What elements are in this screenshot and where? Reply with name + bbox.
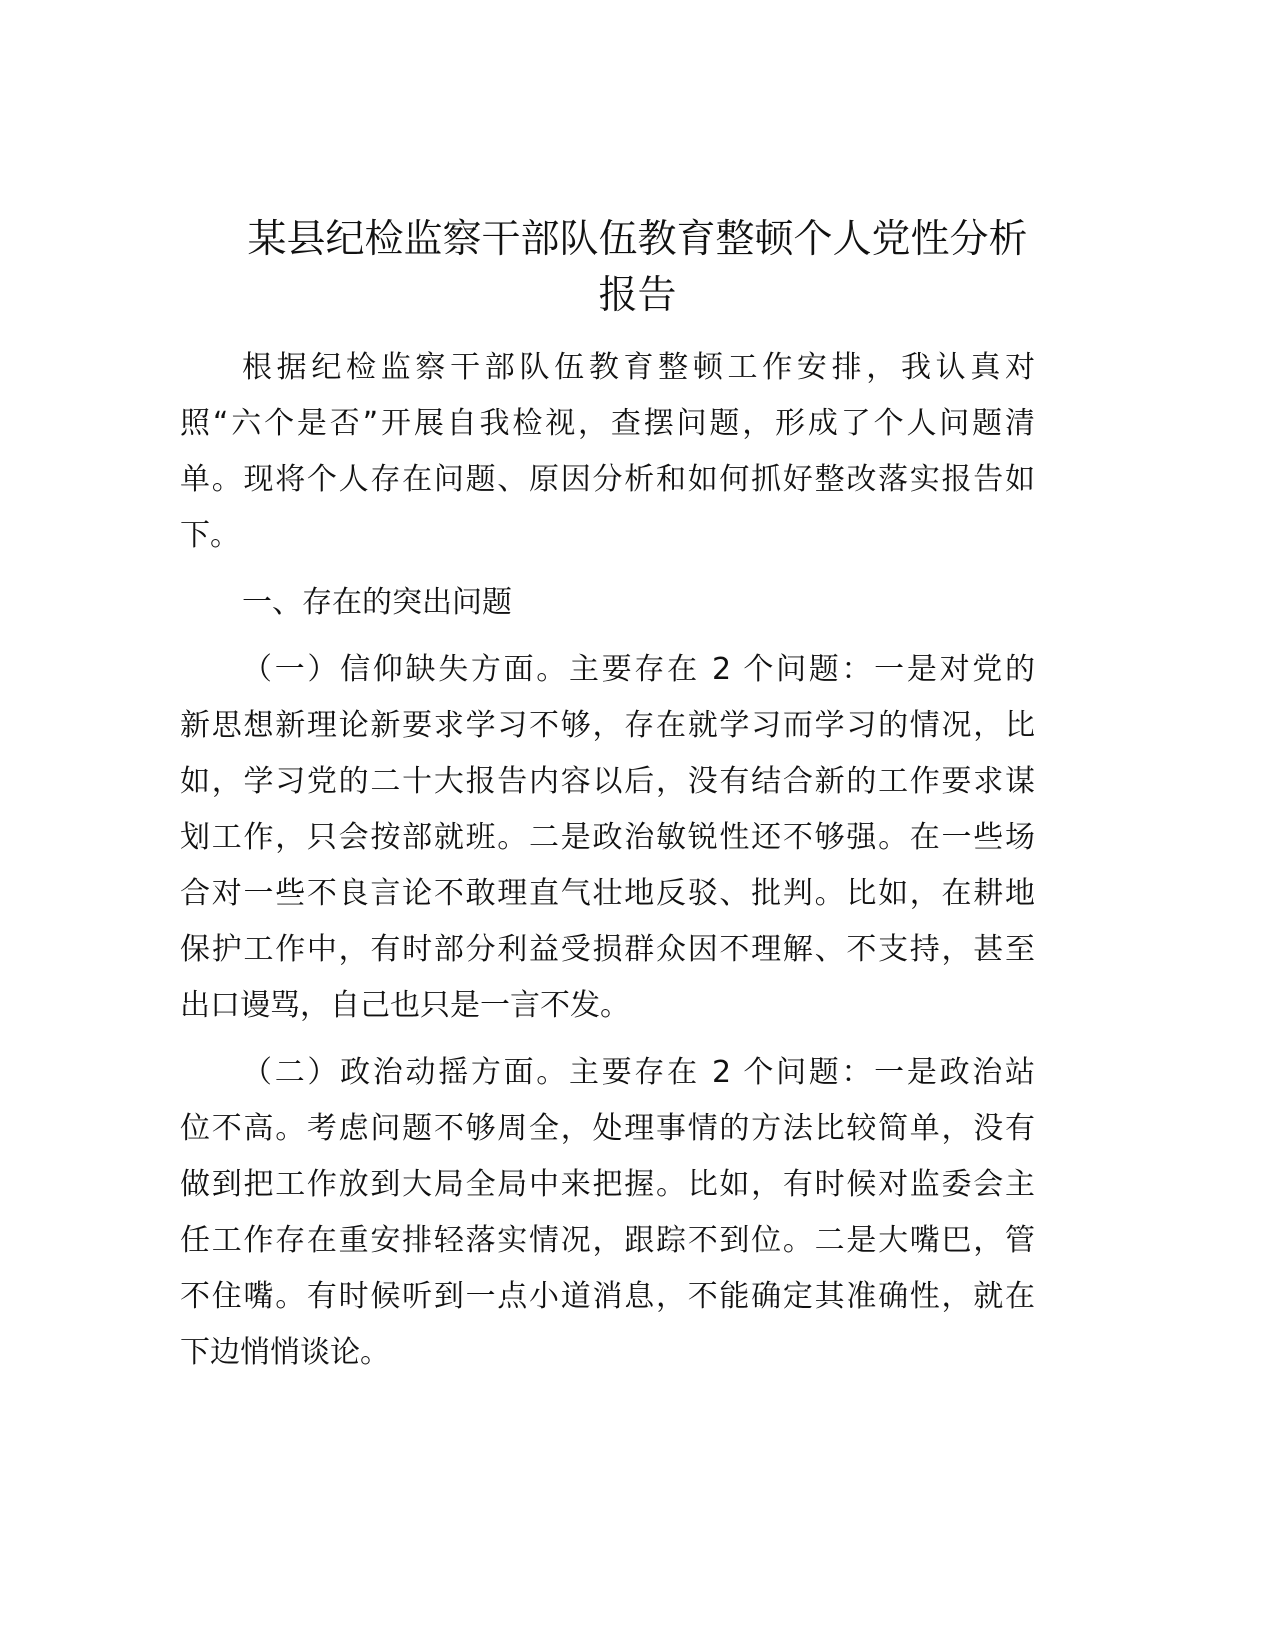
- paragraph: [180, 1045, 1035, 1381]
- text-line: 做到把工作放到大局全局中来把握。比如，有时候对监委会主: [180, 1167, 1035, 1202]
- text-line: 一、存在的突出问题: [242, 585, 512, 620]
- text-line: 不住嘴。有时候听到一点小道消息，不能确定其准确性，就在: [180, 1279, 1035, 1314]
- section-heading: [180, 575, 1035, 631]
- document-title: [150, 212, 1125, 324]
- text-line: 新思想新理论新要求学习不够，存在就学习而学习的情况，比: [180, 708, 1035, 743]
- title-line: 报告: [598, 273, 677, 318]
- text-line: 任工作存在重安排轻落实情况，跟踪不到位。二是大嘴巴，管: [180, 1223, 1035, 1258]
- text-line: 位不高。考虑问题不够周全，处理事情的方法比较简单，没有: [180, 1111, 1035, 1146]
- text-line: 单。现将个人存在问题、原因分析和如何抓好整改落实报告如: [180, 462, 1035, 497]
- text-line: （一）信仰缺失方面。主要存在 2 个问题：一是对党的: [242, 652, 1035, 687]
- text-line: 出口谩骂，自己也只是一言不发。: [180, 988, 630, 1023]
- text-line: 划工作，只会按部就班。二是政治敏锐性还不够强。在一些场: [180, 820, 1035, 855]
- paragraph: [180, 340, 1035, 564]
- text-line: 下。: [180, 518, 240, 553]
- text-line: 保护工作中，有时部分利益受损群众因不理解、不支持，甚至: [180, 932, 1035, 967]
- text-line: 如，学习党的二十大报告内容以后，没有结合新的工作要求谋: [180, 764, 1035, 799]
- text-line: 下边悄悄谈论。: [180, 1335, 390, 1370]
- text-line: （二）政治动摇方面。主要存在 2 个问题：一是政治站: [242, 1055, 1035, 1090]
- document-body: [180, 340, 1035, 1392]
- paragraph: [180, 642, 1035, 1034]
- text-line: 照“六个是否”开展自我检视，查摆问题，形成了个人问题清: [180, 406, 1035, 441]
- text-line: 合对一些不良言论不敢理直气壮地反驳、批判。比如，在耕地: [180, 876, 1035, 911]
- text-line: 根据纪检监察干部队伍教育整顿工作安排，我认真对: [242, 350, 1035, 385]
- title-line: 某县纪检监察干部队伍教育整顿个人党性分析: [247, 217, 1028, 262]
